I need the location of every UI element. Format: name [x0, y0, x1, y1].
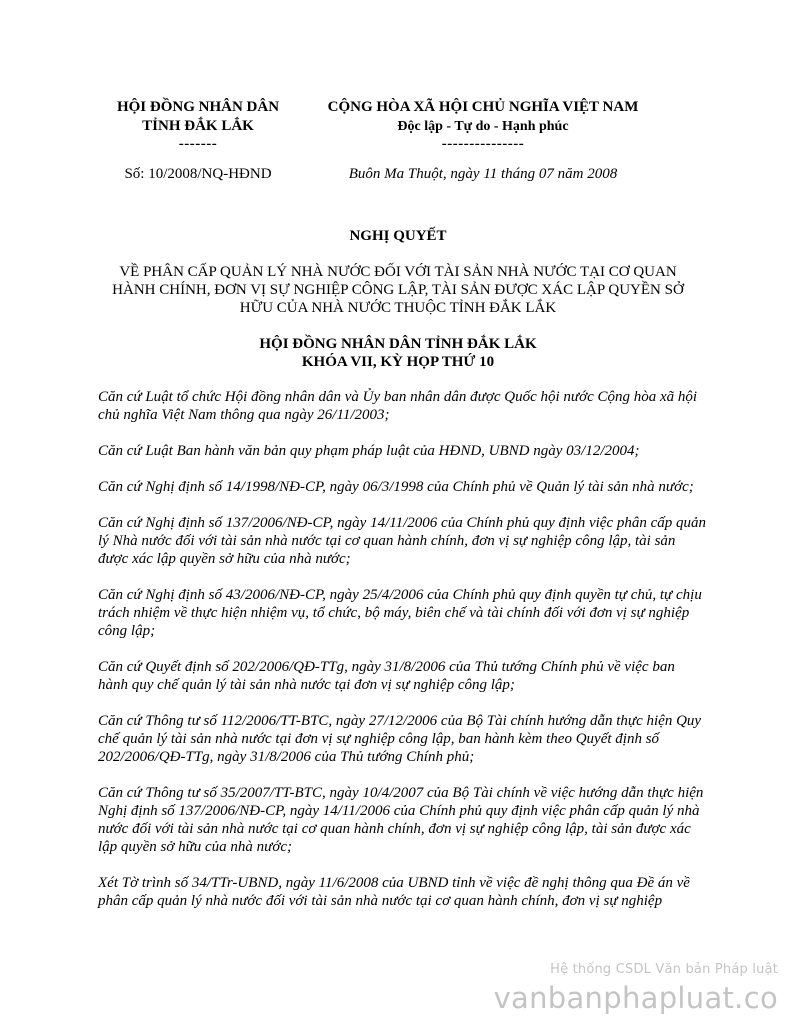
legal-basis-paragraph: Xét Tờ trình số 34/TTr-UBND, ngày 11/6/2008 của UBND tỉnh về việc đề nghị thông qua Đề án về phân cấp quản lý nhà nước đối với tài sản nhà nước tại cơ quan hành chính, đơn vị sự nghiệp [98, 875, 690, 909]
legal-basis-paragraph: Căn cứ Nghị định số 14/1998/NĐ-CP, ngày 06/3/1998 của Chính phủ về Quản lý tài sản nhà nước; [98, 479, 694, 495]
document-type-title: NGHỊ QUYẾT [349, 228, 447, 244]
legal-basis-paragraph: Căn cứ Quyết định số 202/2006/QĐ-TTg, ngày 31/8/2006 của Thủ tướng Chính phủ về việc ban hành quy chế quản lý tài sản nhà nước tại đơn vị sự nghiệp công lập; [98, 659, 675, 693]
legal-basis-paragraph: Căn cứ Thông tư số 35/2007/TT-BTC, ngày 10/4/2007 của Bộ Tài chính về việc hướng dẫn thực hiện Nghị định số 137/2006/NĐ-CP, ngày 14/11/2006 của Chính phủ quy định việc phân cấp quản lý nhà nước đối với tài sản nhà nước tại cơ quan hành chính, đơn vị sự nghiệp công lập, tài sản được xác lập quyền sở hữu của nhà nước; [98, 785, 704, 855]
site-watermark [494, 962, 778, 1015]
watermark-domain: vanbanphapluat.co [493, 981, 778, 1015]
document-number: Số: 10/2008/NQ-HĐND [124, 166, 272, 182]
motto-divider: --------------- [441, 136, 525, 152]
agency-name: HỘI ĐỒNG NHÂN DÂN [116, 99, 280, 115]
legal-basis-paragraph: Căn cứ Nghị định số 43/2006/NĐ-CP, ngày 25/4/2006 của Chính phủ quy định quyền tự chủ, tự chịu trách nhiệm về thực hiện nhiệm vụ, tổ chức, bộ máy, biên chế và tài chính đối với đơn vị sự nghiệp công lập; [98, 587, 702, 639]
issuing-agency [98, 98, 298, 152]
legal-basis-section [98, 388, 708, 928]
agency-province: TỈNH ĐẮK LẮK [142, 118, 254, 134]
legal-basis-paragraph: Căn cứ Luật tổ chức Hội đồng nhân dân và Ủy ban nhân dân được Quốc hội nước Cộng hòa xã hội chủ nghĩa Việt Nam thông qua ngày 26/11/2003; [98, 389, 698, 423]
title-block [98, 228, 698, 371]
watermark-caption: Hệ thống CSDL Văn bản Pháp luật [550, 962, 778, 977]
issue-place-date: Buôn Ma Thuột, ngày 11 tháng 07 năm 2008 [348, 166, 618, 182]
country-name: CỘNG HÒA XÃ HỘI CHỦ NGHĨA VIỆT NAM [327, 99, 639, 115]
legal-basis-paragraph: Căn cứ Thông tư số 112/2006/TT-BTC, ngày 27/12/2006 của Bộ Tài chính hướng dẫn thực hiện Quy chế quản lý tài sản nhà nước tại đơn vị sự nghiệp công lập, ban hành kèm theo Quyết định số 202/2006/QĐ-TTg, ngày 31/8/2006 của Thủ tướng Chính phủ; [98, 713, 702, 765]
agency-divider: ------- [178, 136, 218, 152]
council-session: KHÓA VII, KỲ HỌP THỨ 10 [301, 354, 495, 370]
document-subject: VỀ PHÂN CẤP QUẢN LÝ NHÀ NƯỚC ĐỐI VỚI TÀI SẢN NHÀ NƯỚC TẠI CƠ QUAN HÀNH CHÍNH, ĐƠN VỊ SỰ NGHIỆP CÔNG LẬP, TÀI SẢN ĐƯỢC XÁC LẬP QUYỀN SỞ HỮU CỦA NHÀ NƯỚC THUỘC TỈNH ĐẮK LẮK [112, 264, 684, 316]
national-title [298, 98, 668, 152]
council-name: HỘI ĐỒNG NHÂN DÂN TỈNH ĐẮK LẮK [259, 336, 537, 352]
legal-basis-paragraph: Căn cứ Luật Ban hành văn bản quy phạm pháp luật của HĐND, UBND ngày 03/12/2004; [98, 443, 640, 459]
legal-basis-paragraph: Căn cứ Nghị định số 137/2006/NĐ-CP, ngày 14/11/2006 của Chính phủ quy định việc phân cấp quản lý Nhà nước đối với tài sản nhà nước tại cơ quan hành chính, đơn vị sự nghiệp công lập, tài sản được xác lập quyền sở hữu của nhà nước; [98, 515, 707, 567]
national-motto: Độc lập - Tự do - Hạnh phúc [397, 119, 569, 134]
